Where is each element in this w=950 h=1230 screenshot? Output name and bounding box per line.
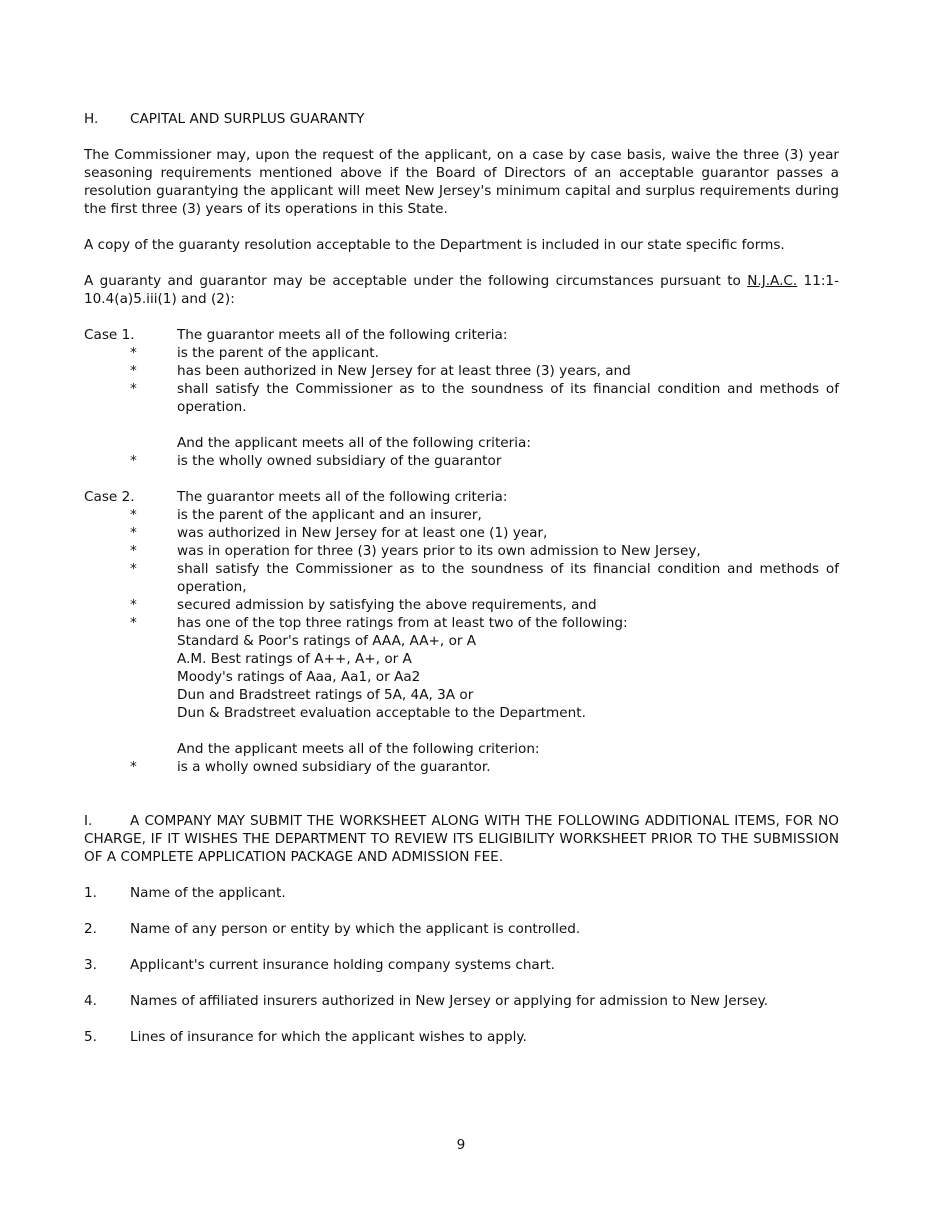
bullet: * [130, 543, 137, 559]
para3-after: 11:1-10.4(a)5.iii(1) and (2): [84, 273, 839, 307]
section-i-letter: I. [84, 813, 93, 829]
para3-before: A guaranty and guarantor may be acceptable under the following circumstances pursuant to [84, 273, 748, 289]
bullet: * [130, 381, 137, 397]
bullet: * [130, 525, 137, 541]
numbered-item: 4. Names of affiliated insurers authorized in New Jersey or applying for admission to New Jersey. [84, 993, 769, 1009]
bullet: * [130, 363, 137, 379]
section-h-paragraph-1: The Commissioner may, upon the request of the applicant, on a case by case basis, waive the three (3) year seasoning requirements mentioned above if the Board of Directors of an acceptable guarantor passes a resolution guarantying the applicant will meet New Jersey's minimum capital and surplus requirements during the first three (3) years of its operations in this State. [84, 147, 839, 217]
section-h-letter: H. [84, 111, 99, 127]
list-item: * is the parent of the applicant. [130, 345, 379, 361]
rating-line: A.M. Best ratings of A++, A+, or A [177, 651, 412, 667]
bullet: * [130, 759, 137, 775]
bullet: * [130, 345, 137, 361]
list-item: * was in operation for three (3) years prior to its own admission to New Jersey, [130, 543, 701, 559]
page-number: 9 [456, 1137, 466, 1153]
list-item: * has been authorized in New Jersey for at least three (3) years, and [130, 363, 631, 379]
bullet: * [130, 453, 137, 469]
section-i-title: A COMPANY MAY SUBMIT THE WORKSHEET ALONG WITH THE FOLLOWING ADDITIONAL ITEMS, FOR NO CHARGE, IF IT WISHES THE DEPARTMENT TO REVIEW ITS ELIGIBILITY WORKSHEET PRIOR TO THE SUBMISSION OF A COMPLETE APPLICATION PACKAGE AND ADMISSION FEE. [84, 813, 839, 865]
rating-line: Standard & Poor's ratings of AAA, AA+, or A [177, 633, 477, 649]
numbered-item: 2. Name of any person or entity by which the applicant is controlled. [84, 921, 581, 937]
case-2-applicant-intro: And the applicant meets all of the following criterion: [177, 741, 540, 757]
rating-line: Dun & Bradstreet evaluation acceptable to the Department. [177, 705, 586, 721]
section-h-heading [84, 110, 839, 128]
list-item: * secured admission by satisfying the above requirements, and [130, 597, 597, 613]
bullet: * [130, 561, 137, 577]
case-2-intro: The guarantor meets all of the following criteria: [177, 489, 508, 505]
numbered-item: 1. Name of the applicant. [84, 885, 286, 901]
list-item: * is a wholly owned subsidiary of the guarantor. [130, 759, 491, 775]
case-1-applicant-intro: And the applicant meets all of the following criteria: [177, 435, 531, 451]
section-i-heading [84, 812, 839, 866]
bullet: * [130, 507, 137, 523]
case-1 [84, 326, 839, 470]
bullet: * [130, 615, 137, 631]
rating-line: Dun and Bradstreet ratings of 5A, 4A, 3A or [177, 687, 474, 703]
list-item: * is the wholly owned subsidiary of the guarantor [130, 453, 502, 469]
section-h-paragraph-2: A copy of the guaranty resolution acceptable to the Department is included in our state specific forms. [84, 237, 785, 253]
case-2 [84, 488, 839, 776]
case-2-label: Case 2. [84, 489, 135, 505]
bullet: * [130, 597, 137, 613]
numbered-item: 3. Applicant's current insurance holding company systems chart. [84, 957, 556, 973]
section-h-title: CAPITAL AND SURPLUS GUARANTY [130, 111, 365, 127]
section-h-paragraph-3 [84, 272, 839, 308]
list-item: * shall satisfy the Commissioner as to the soundness of its financial condition and methods of operation, [130, 561, 839, 595]
list-item: * shall satisfy the Commissioner as to the soundness of its financial condition and methods of operation. [130, 381, 839, 415]
list-item: * was authorized in New Jersey for at least one (1) year, [130, 525, 548, 541]
case-1-intro: The guarantor meets all of the following criteria: [177, 327, 508, 343]
case-1-label: Case 1. [84, 327, 135, 343]
numbered-item: 5. Lines of insurance for which the applicant wishes to apply. [84, 1029, 527, 1045]
list-item: * has one of the top three ratings from at least two of the following: [130, 615, 628, 631]
rating-line: Moody's ratings of Aaa, Aa1, or Aa2 [177, 669, 421, 685]
list-item: * is the parent of the applicant and an insurer, [130, 507, 482, 523]
njac-citation: N.J.A.C. [747, 273, 798, 289]
document-page [84, 110, 839, 1046]
